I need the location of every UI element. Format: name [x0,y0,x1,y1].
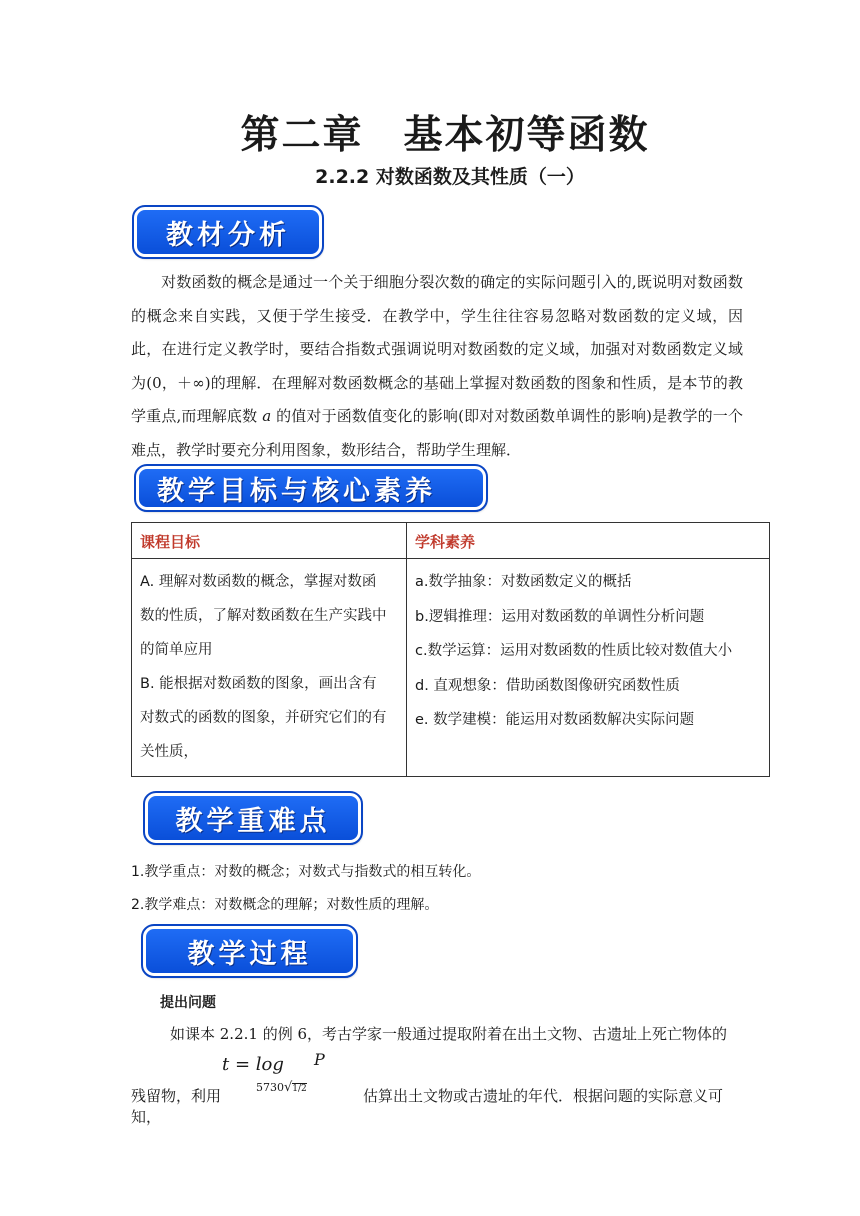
section-title: 2.2.2 对数函数及其性质（一） [315,166,585,188]
course-goal-line: 的简单应用 [140,642,213,658]
banner-teaching-process: 教学过程 [143,926,356,976]
process-line-1: 如课本 2.2.1 的例 6，考古学家一般通过提取附着在出土文物、古遗址上死亡物体的 [170,1025,728,1043]
banner-key-points: 教学重难点 [145,793,361,843]
chapter-label: 第二章 [240,113,364,158]
process-line-2 [131,1085,751,1127]
competency-line: b.逻辑推理：运用对数函数的单调性分析问题 [415,608,705,625]
chapter-name: 基本初等函数 [403,113,650,158]
formula-lhs: t = log [222,1054,284,1075]
course-goal-line: A. 理解对数函数的概念，掌握对数函 [140,574,377,590]
course-goal-line: 数的性质，了解对数函数在生产实践中 [140,608,387,624]
col-header-course-goals: 课程目标 [132,523,407,559]
banner-textbook-analysis: 教材分析 [134,207,322,257]
goals-table [131,522,770,777]
col-header-competencies: 学科素养 [407,523,770,559]
course-goal-line: B. 能根据对数函数的图象，画出含有 [140,676,377,692]
competency-line: c.数学运算：运用对数函数的性质比较对数值大小 [415,643,733,659]
key-point-item: 2.教学难点：对数概念的理解；对数性质的理解。 [131,897,439,913]
analysis-variable: a [262,407,272,425]
analysis-paragraph [131,266,743,467]
formula-root: 1/2 [292,1084,307,1094]
chapter-title [0,104,860,160]
course-goal-line: 关性质， [140,744,198,760]
competency-line: a.数学抽象：对数函数定义的概括 [415,574,632,590]
banner-teaching-goals: 教学目标与核心素养 [136,466,486,510]
competencies-cell [407,559,770,777]
formula-base: 5730√1/2 [256,1080,307,1095]
process-heading: 提出问题 [160,995,216,1011]
process-line-2-start: 残留物，利用 [131,1087,222,1105]
formula-argument: P [314,1050,325,1069]
key-point-item: 1.教学重点：对数的概念；对数式与指数式的相互转化。 [131,864,481,880]
analysis-text-end: 的值对于函数值变化的影响(即对对数函数单调性的影响)是教学的一个难点，教学时要充分利用图象，数形结合，帮助学生理解． [131,407,743,459]
competency-line: d. 直观想象：借助函数图像研究函数性质 [415,677,680,694]
competency-line: e. 数学建模：能运用对数函数解决实际问题 [415,712,695,728]
process-line-2-end: 估算出土文物或古遗址的年代．根据问题的实际意义可知， [131,1087,724,1126]
key-points-list [131,856,480,922]
analysis-text: 对数函数的概念是通过一个关于细胞分裂次数的确定的实际问题引入的,既说明对数函数的概念来自实践，又便于学生接受．在教学中，学生往往容易忽略对数函数的定义域，因此，在进行定义教学时，要结合指数式强调说明对数函数的定义域，加强对对数函数定义域为(0，＋∞)的理解．在理解对数函数概念的基础上掌握对数函数的图象和性质，是本节的教学重点,而理解底数 [131,273,743,425]
course-goals-cell [132,559,407,777]
course-goal-line: 对数式的函数的图象，并研究它们的有 [140,710,387,726]
log-formula [222,1050,325,1095]
